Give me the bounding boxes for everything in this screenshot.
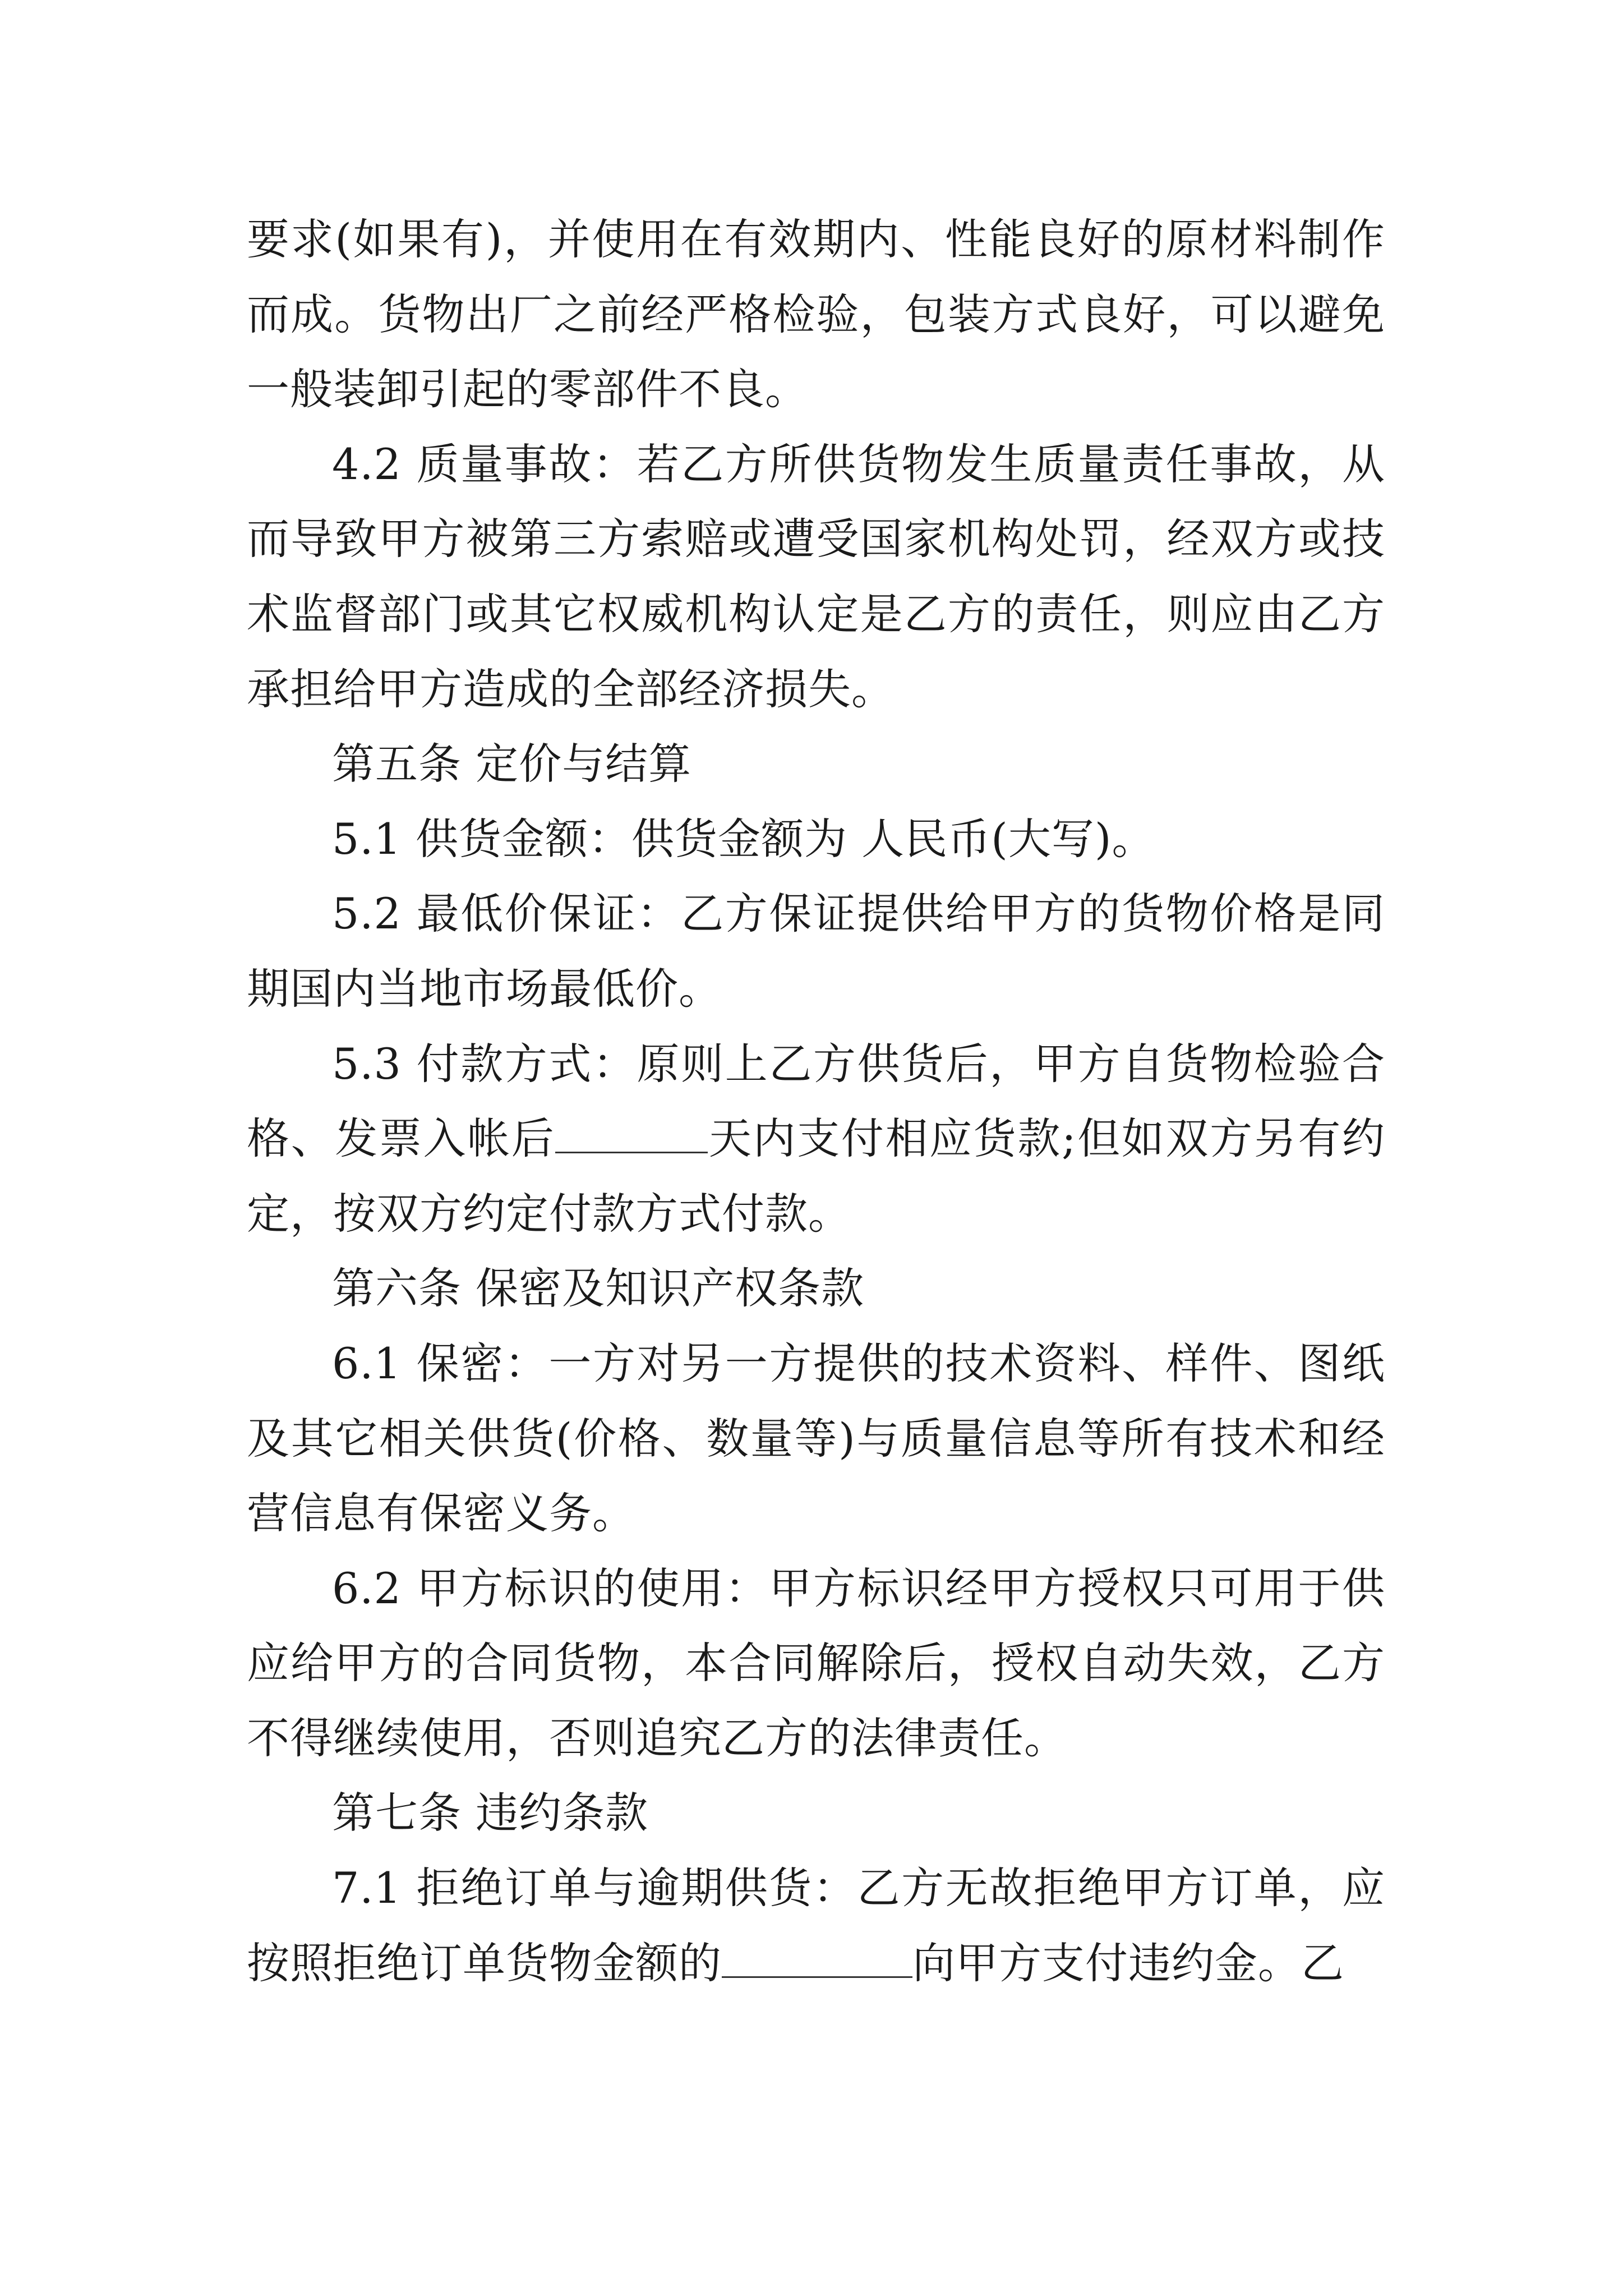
paragraph-5-2-lowest-price: 5.2 最低价保证：乙方保证提供给甲方的货物价格是同期国内当地市场最低价。 <box>247 889 1385 1014</box>
paragraph-5-1-supply-amount: 5.1 供货金额：供货金额为 人民币(大写)。 <box>332 813 1155 864</box>
payment-text-after-blank: 天内支付相应货款;但如双方另有约定，按双方约定付款方式付款。 <box>247 1114 1386 1239</box>
penalty-text-after-blank: 向甲方支付违约金。乙 <box>912 1938 1344 1988</box>
paragraph-6-1-confidentiality: 6.1 保密：一方对另一方提供的技术资料、样件、图纸及其它相关供货(价格、数量等)与质量信息等所有技术和经营信息有保密义务。 <box>247 1338 1385 1539</box>
payment-days-blank <box>555 1112 708 1153</box>
paragraph-5-3-payment-method <box>247 1027 1385 1251</box>
heading-article-5: 第五条 定价与结算 <box>332 739 692 789</box>
penalty-text-before-blank: 7.1 拒绝订单与逾期供货：乙方无故拒绝甲方订单，应按照拒绝订单货物金额的 <box>247 1863 1385 1988</box>
paragraph-4-2-quality-accident: 4.2 质量事故：若乙方所供货物发生质量责任事故，从而导致甲方被第三方索赔或遭受国家机构处罚，经双方或技术监督部门或其它权威机构认定是乙方的责任，则应由乙方承担给甲方造成的全部经济损失。 <box>247 439 1385 714</box>
document-page <box>247 202 1385 2000</box>
heading-article-7: 第七条 违约条款 <box>332 1788 649 1838</box>
paragraph-6-2-logo-usage: 6.2 甲方标识的使用：甲方标识经甲方授权只可用于供应给甲方的合同货物，本合同解除后，授权自动失效，乙方不得继续使用，否则追究乙方的法律责任。 <box>247 1563 1385 1763</box>
paragraph-7-1-rejected-orders <box>247 1851 1385 2000</box>
penalty-rate-blank <box>722 1937 912 1978</box>
heading-article-6: 第六条 保密及知识产权条款 <box>332 1263 865 1314</box>
paragraph-quality-requirement-continued: 要求(如果有)，并使用在有效期内、性能良好的原材料制作而成。货物出厂之前经严格检验，包装方式良好，可以避免一般装卸引起的零部件不良。 <box>247 214 1385 415</box>
payment-text-before-blank: 5.3 付款方式：原则上乙方供货后，甲方自货物检验合格、发票入帐后 <box>247 1038 1385 1164</box>
